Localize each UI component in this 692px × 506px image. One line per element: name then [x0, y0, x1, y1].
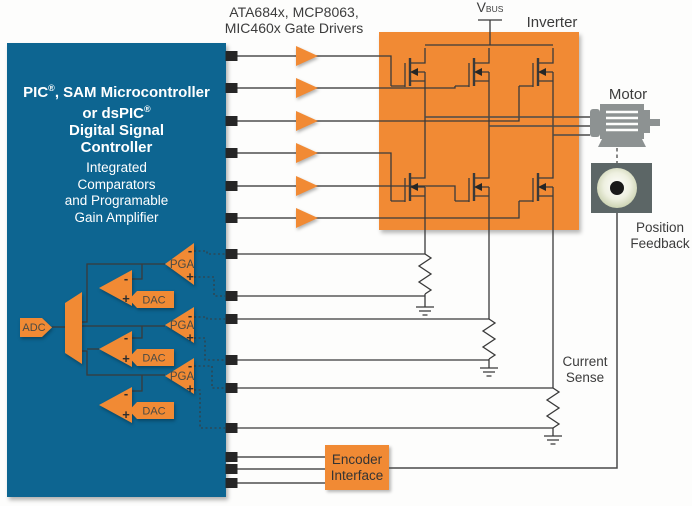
pin	[226, 355, 238, 365]
pga-label: PGA	[169, 320, 195, 332]
mux-block	[65, 292, 82, 364]
gate-drivers-label	[210, 4, 378, 36]
plus-sign: +	[122, 291, 130, 306]
gate-driver-icon	[296, 111, 318, 131]
mosfet-icon	[391, 48, 425, 96]
minus-sign: -	[187, 358, 193, 373]
vbus-sub: BUS	[485, 4, 504, 14]
mosfet-icon	[519, 163, 553, 211]
motor-icon	[590, 104, 660, 147]
controller-title-line2: or dsPIC	[82, 105, 145, 122]
motor-label: Motor	[608, 86, 648, 103]
mosfet-icon	[391, 163, 425, 211]
pin	[226, 181, 238, 191]
current-sense-line2: Sense	[565, 369, 605, 385]
gate-driver-icon	[296, 46, 318, 66]
minus-sign: -	[123, 386, 129, 401]
registered-mark: ®	[48, 83, 55, 93]
mosfet-icon	[455, 163, 489, 211]
dac-label: DAC	[142, 352, 166, 365]
current-sense-label	[545, 354, 625, 385]
pga-label: PGA	[169, 371, 195, 383]
pin	[226, 314, 238, 324]
gate-driver-icon	[296, 78, 318, 98]
controller-title-line4: Controller	[80, 139, 153, 156]
controller-subtitle-line2: Comparators	[77, 176, 156, 192]
minus-sign: -	[187, 308, 193, 323]
vbus-v: V	[476, 0, 486, 15]
pga-label: PGA	[169, 259, 195, 271]
current-sense-network	[237, 254, 562, 444]
gate-driver-icon	[296, 176, 318, 196]
minus-sign: -	[123, 271, 129, 286]
controller-pins	[226, 51, 238, 488]
minus-sign: -	[187, 243, 193, 258]
plus-sign: +	[122, 407, 130, 422]
encoder-label-line2: Interface	[330, 467, 384, 483]
mosfet-icon	[455, 48, 489, 96]
adc-label: ADC	[22, 322, 46, 334]
minus-sign: -	[123, 330, 129, 345]
position-feedback-line2: Feedback	[630, 235, 690, 251]
plus-sign: +	[186, 330, 194, 345]
position-sensor-icon	[591, 163, 652, 213]
controller-title-part1: PIC	[23, 84, 49, 101]
dac-label: DAC	[142, 294, 166, 307]
registered-mark: ®	[144, 104, 151, 114]
plus-sign: +	[122, 351, 130, 366]
pin	[226, 148, 238, 158]
vbus-label	[468, 0, 512, 17]
ground-icon	[480, 368, 498, 376]
pin	[226, 51, 238, 61]
ground-icon	[416, 307, 434, 315]
current-sense-line1: Current	[562, 354, 608, 369]
pin	[226, 478, 238, 488]
gate-driver-icon	[296, 208, 318, 228]
motor-phase-wires	[425, 117, 590, 135]
controller-title-part2: , SAM Microcontroller	[54, 84, 210, 101]
shunt-resistor	[419, 254, 431, 294]
gate-drivers-label-line1: ATA684x, MCP8063,	[229, 4, 359, 20]
controller-subtitle-line1: Integrated	[86, 160, 147, 175]
pin	[226, 383, 238, 393]
controller-subtitle-line4: Gain Amplifier	[74, 209, 159, 225]
pin	[226, 213, 238, 223]
inverter-label: Inverter	[526, 14, 578, 31]
position-feedback-label	[612, 220, 692, 251]
controller-subtitle-line3: and Programable	[64, 193, 169, 208]
analog-front-end	[20, 243, 225, 428]
pin	[226, 452, 238, 462]
gate-drivers-label-line2: MIC460x Gate Drivers	[224, 20, 364, 36]
shunt-resistor	[547, 388, 559, 428]
gate-driver-icon	[296, 143, 318, 163]
inverter-schematic	[379, 20, 553, 388]
pin	[226, 423, 238, 433]
pin	[226, 464, 238, 474]
plus-sign: +	[186, 269, 194, 284]
pin	[226, 83, 238, 93]
ground-icon	[544, 436, 562, 444]
encoder-label-line1: Encoder	[331, 451, 383, 467]
plus-sign: +	[186, 381, 194, 396]
pin	[226, 249, 238, 259]
gate-driver-triangles	[296, 46, 318, 228]
controller-title-line3: Digital Signal	[68, 122, 164, 139]
pin	[226, 116, 238, 126]
mosfet-icon	[519, 48, 553, 96]
position-feedback-line1: Position	[635, 220, 685, 235]
dac-label: DAC	[142, 405, 166, 418]
shunt-resistor	[483, 319, 495, 359]
gate-drive-wires	[237, 56, 379, 218]
pin	[226, 291, 238, 301]
